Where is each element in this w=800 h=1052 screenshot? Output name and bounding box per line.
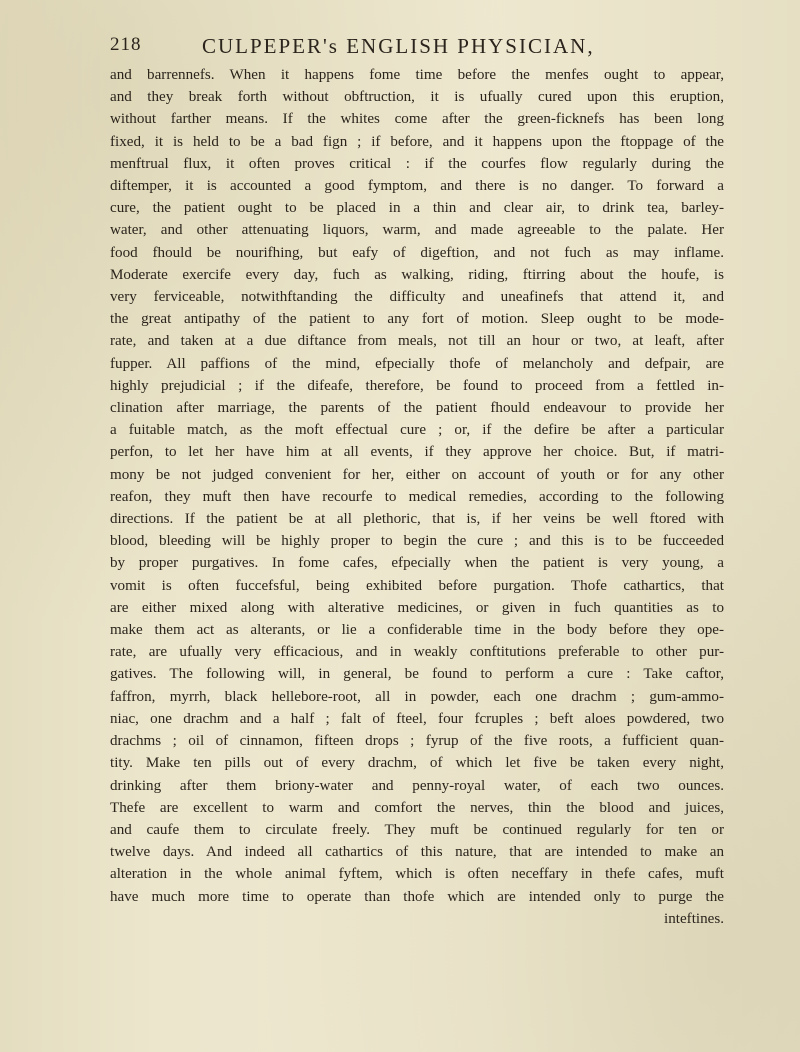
text-line: fixed, it is held to be a bad fign ; if before, and it happens upon the ftoppage of the — [110, 133, 724, 150]
text-line: water, and other attenuating liquors, warm, and made agreeable to the palate. Her — [110, 222, 724, 239]
text-line: diftemper, it is accounted a good fymptom, and there is no danger. To forward a — [110, 178, 724, 195]
text-line: the great antipathy of the patient to any fort of motion. Sleep ought to be mode- — [110, 311, 724, 328]
text-line: without farther means. If the whites come after the green-ficknefs has been long — [110, 111, 724, 128]
text-line: by proper purgatives. In fome cafes, efpecially when the patient is very young, a — [110, 555, 724, 572]
text-line: fupper. All paffions of the mind, efpecially thofe of melancholy and defpair, are — [110, 355, 724, 372]
text-line: have much more time to operate than thofe which are intended only to purge the — [110, 888, 724, 905]
text-line: gatives. The following will, in general, be found to perform a cure : Take caftor, — [110, 666, 724, 683]
running-head: CULPEPER's ENGLISH PHYSICIAN, — [202, 34, 595, 58]
text-line: and barrennefs. When it happens fome time before the menfes ought to appear, — [110, 67, 724, 83]
text-line: rate, are ufually very efficacious, and in weakly conftitutions preferable to other pur- — [110, 644, 724, 661]
text-line: niac, one drachm and a half ; falt of fteel, four fcruples ; beft aloes powdered, two — [110, 710, 724, 727]
text-line: mony be not judged convenient for her, either on account of youth or for any other — [110, 466, 724, 483]
text-line: Moderate exercife every day, fuch as walking, riding, ftirring about the houfe, is — [110, 266, 724, 283]
text-line: highly prejudicial ; if the difeafe, therefore, be found to proceed from a fettled in- — [110, 377, 724, 394]
text-line: make them act as alterants, or lie a confiderable time in the body before they ope- — [110, 622, 724, 639]
text-line: are either mixed along with alterative medicines, or given in fuch quantities as to — [110, 599, 724, 616]
text-line: and caufe them to circulate freely. They muft be continued regularly for ten or — [110, 821, 724, 838]
text-line: and they break forth without obftruction, it is ufually cured upon this eruption, — [110, 89, 724, 106]
page-number: 218 — [110, 34, 142, 55]
text-line: clination after marriage, the parents of the patient fhould endeavour to provide her — [110, 400, 724, 417]
text-line: faffron, myrrh, black hellebore-root, all in powder, each one drachm ; gum-ammo- — [110, 688, 724, 705]
text-line: twelve days. And indeed all cathartics of this nature, that are intended to make an — [110, 844, 724, 861]
text-line: cure, the patient ought to be placed in a thin and clear air, to drink tea, barley- — [110, 200, 724, 217]
text-line: a fuitable match, as the moft effectual cure ; or, if the defire be after a particular — [110, 422, 724, 439]
text-line: rate, and taken at a due diftance from meals, not till an hour or two, at leaft, after — [110, 333, 724, 350]
text-line: drachms ; oil of cinnamon, fifteen drops ; fyrup of the five roots, a fufficient quan- — [110, 733, 724, 750]
page-header — [110, 34, 730, 64]
text-line: menftrual flux, it often proves critical : if the courfes flow regularly during the — [110, 155, 724, 172]
text-line: reafon, they muft then have recourfe to medical remedies, according to the following — [110, 488, 724, 505]
text-line: alteration in the whole animal fyftem, which is often neceffary in thefe cafes, muft — [110, 866, 724, 883]
text-line: vomit is often fuccefsful, being exhibited before purgation. Thofe cathartics, that — [110, 577, 724, 594]
text-line: drinking after them briony-water and penny-royal water, of each two ounces. — [110, 777, 724, 794]
text-line: very ferviceable, notwithftanding the difficulty and uneafinefs that attend it, and — [110, 289, 724, 306]
body-text — [110, 64, 724, 930]
text-line: food fhould be nourifhing, but eafy of digeftion, and not fuch as may inflame. — [110, 244, 724, 261]
text-line: inteftines. — [664, 910, 724, 927]
text-line: Thefe are excellent to warm and comfort the nerves, thin the blood and juices, — [110, 799, 724, 816]
text-line: blood, bleeding will be highly proper to begin the cure ; and this is to be fucceeded — [110, 533, 724, 550]
text-line: perfon, to let her have him at all events, if they approve her choice. But, if matri- — [110, 444, 724, 461]
text-line: directions. If the patient be at all plethoric, that is, if her veins be well ftored with — [110, 511, 724, 528]
text-line: tity. Make ten pills out of every drachm, of which let five be taken every night, — [110, 755, 724, 772]
